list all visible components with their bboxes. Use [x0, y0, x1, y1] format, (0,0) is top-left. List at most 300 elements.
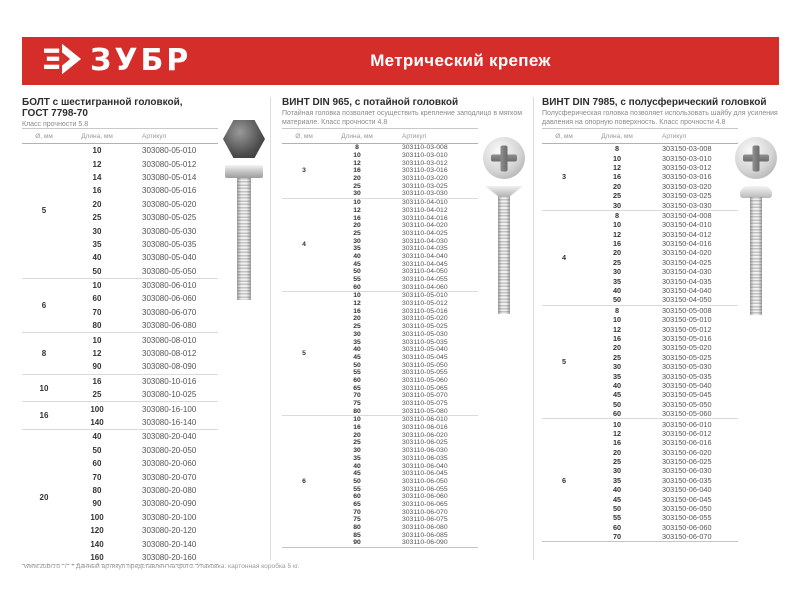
- diameter-group: [282, 415, 478, 547]
- article-cell: 303110-05-080: [402, 407, 448, 415]
- length-cell: 55: [353, 369, 361, 377]
- table-row: [66, 198, 218, 211]
- article-cell: 303150-06-012: [662, 428, 712, 438]
- diameter-group: [542, 418, 738, 541]
- footer-note: * Данный артикул представлен на фото. Упаковка: картонная коробка 5 кг.: [71, 563, 300, 570]
- table-row: [326, 524, 478, 532]
- table-row: [66, 524, 218, 537]
- article-cell: 303110-03-008: [402, 144, 448, 152]
- length-cell: 45: [353, 260, 361, 268]
- length-cell: 16: [612, 172, 622, 182]
- screw-head-top-photo: [735, 137, 777, 179]
- article-cell: 303080-20-040: [142, 432, 197, 442]
- article-cell: 303110-06-035: [402, 454, 448, 462]
- length-cell: 30: [353, 237, 361, 245]
- length-cell: 60: [612, 522, 622, 532]
- article-cell: 303110-06-040: [402, 462, 448, 470]
- table-row: [326, 369, 478, 377]
- diameter-group: [22, 374, 218, 402]
- diameter-cell: 5: [41, 206, 47, 216]
- article-cell: 303110-06-085: [402, 531, 448, 539]
- table-meta: [542, 97, 782, 128]
- table-row: [586, 429, 738, 438]
- article-cell: 303110-06-075: [402, 516, 448, 524]
- diameter-cell: 6: [302, 477, 306, 485]
- article-cell: 303150-03-012: [662, 162, 712, 172]
- column-header-article: Артикул: [142, 132, 167, 140]
- article-cell: 303150-05-050: [662, 399, 712, 409]
- article-cell: 303110-03-012: [402, 159, 448, 167]
- article-cell: 303150-04-016: [662, 239, 712, 249]
- article-cell: 303150-06-050: [662, 504, 712, 514]
- table-row: [586, 448, 738, 457]
- article-cell: 303110-05-035: [402, 338, 448, 346]
- article-cell: 303110-03-020: [402, 175, 448, 183]
- length-cell: 30: [612, 200, 622, 210]
- table-row: [326, 361, 478, 369]
- table-row: [66, 184, 218, 197]
- length-cell: 140: [90, 418, 104, 427]
- article-cell: 303110-04-045: [402, 260, 448, 268]
- length-cell: 25: [92, 213, 102, 223]
- article-cell: 303080-05-050: [142, 266, 197, 276]
- table-title-line: ВИНТ DIN 965, с потайной головкой: [282, 97, 459, 108]
- article-cell: 303150-06-070: [662, 532, 712, 542]
- table-row: [326, 485, 478, 493]
- table-header-row: [22, 128, 218, 144]
- table-row: [326, 323, 478, 331]
- table-row: [66, 402, 218, 415]
- table-row: [586, 220, 738, 229]
- table-row: [326, 300, 478, 308]
- length-cell: 16: [353, 167, 361, 175]
- table-row: [586, 200, 738, 209]
- table-row: [66, 238, 218, 251]
- diameter-cell: 20: [39, 492, 49, 502]
- table-row: [66, 292, 218, 305]
- table-row: [326, 331, 478, 339]
- table-row: [586, 343, 738, 352]
- length-cell: 16: [612, 334, 622, 343]
- table-title-line: БОЛТ с шестигранной головкой,: [22, 97, 183, 108]
- diameter-group: [542, 210, 738, 305]
- length-cell: 20: [612, 248, 622, 258]
- diameter-cell: 6: [41, 301, 47, 311]
- article-cell: 303110-05-010: [402, 292, 448, 300]
- article-cell: 303110-05-040: [402, 346, 448, 354]
- table-title: [542, 97, 782, 108]
- table-row: [66, 360, 218, 373]
- table-row: [66, 444, 218, 457]
- table-row: [66, 347, 218, 360]
- table-row: [66, 211, 218, 224]
- length-cell: 12: [92, 159, 102, 169]
- screw-side-photo: [485, 186, 523, 314]
- length-cell: 12: [353, 159, 361, 167]
- table-row: [586, 476, 738, 485]
- article-cell: 303110-04-055: [402, 276, 448, 284]
- table-row: [326, 190, 478, 198]
- table-row: [326, 292, 478, 300]
- brand-arrow-icon: [44, 42, 82, 81]
- article-cell: 303150-05-060: [662, 409, 712, 419]
- table-row: [326, 283, 478, 291]
- column-header-article: Артикул: [402, 132, 427, 140]
- table-row: [586, 362, 738, 371]
- table-title: [282, 97, 530, 108]
- length-cell: 25: [92, 390, 102, 400]
- table-row: [326, 455, 478, 463]
- length-cell: 60: [92, 459, 102, 469]
- length-cell: 25: [612, 257, 622, 267]
- table-title-line: ВИНТ DIN 7985, с полусферический головкой: [542, 97, 767, 108]
- length-cell: 100: [90, 404, 104, 414]
- table-row: [326, 478, 478, 486]
- article-cell: 303110-04-016: [402, 214, 448, 222]
- length-cell: 10: [612, 220, 622, 230]
- article-cell: 303150-06-035: [662, 475, 712, 485]
- brand-name: ЗУБР: [90, 43, 192, 78]
- diameter-cell: 4: [302, 241, 306, 249]
- length-cell: 30: [353, 190, 361, 198]
- table-row: [66, 375, 218, 388]
- length-cell: 55: [612, 513, 622, 523]
- article-cell: 303110-06-065: [402, 500, 448, 508]
- table-row: [326, 159, 478, 167]
- article-cell: 303150-05-035: [662, 371, 712, 381]
- table-row: [66, 457, 218, 470]
- article-cell: 303150-06-025: [662, 457, 712, 467]
- length-cell: 10: [353, 416, 361, 424]
- length-cell: 75: [353, 516, 361, 524]
- table-row: [326, 346, 478, 354]
- article-cell: 303150-04-012: [662, 229, 712, 239]
- article-cell: 303150-04-035: [662, 276, 712, 286]
- length-cell: 30: [612, 362, 622, 372]
- length-cell: 25: [353, 182, 361, 190]
- length-cell: 80: [92, 321, 102, 331]
- article-cell: 303110-05-016: [402, 307, 448, 315]
- article-cell: 303150-06-030: [662, 466, 712, 476]
- diameter-cell: 5: [561, 357, 567, 367]
- diameter-cell: 16: [39, 411, 49, 421]
- table-row: [326, 462, 478, 470]
- length-cell: 80: [92, 485, 102, 495]
- diameter-group: [542, 144, 738, 210]
- table-row: [326, 377, 478, 385]
- table-row: [586, 286, 738, 295]
- table-row: [586, 494, 738, 503]
- hex-bolt-photo: [218, 120, 270, 300]
- table-row: [326, 439, 478, 447]
- table-title: [22, 97, 270, 119]
- article-cell: 303150-05-030: [662, 362, 712, 372]
- header-banner: [22, 37, 779, 85]
- article-cell: 303110-04-040: [402, 252, 448, 260]
- article-cell: 303110-06-050: [402, 477, 448, 485]
- article-cell: 303110-05-065: [402, 384, 448, 392]
- table-row: [326, 307, 478, 315]
- column-header-diameter: Ø, мм: [295, 132, 313, 140]
- table-bolt-hex-head: [22, 97, 270, 565]
- length-cell: 70: [92, 472, 102, 482]
- article-cell: 303110-06-030: [402, 447, 448, 455]
- table-row: [586, 295, 738, 304]
- length-cell: 40: [92, 432, 102, 442]
- table-row: [326, 152, 478, 160]
- brand-logo: [44, 42, 191, 81]
- article-cell: 303080-05-012: [142, 159, 197, 169]
- table-row: [326, 384, 478, 392]
- diameter-group: [22, 332, 218, 373]
- length-cell: 30: [92, 226, 102, 236]
- article-cell: 303110-04-050: [402, 268, 448, 276]
- table-row: [586, 532, 738, 541]
- diameter-group: [282, 144, 478, 198]
- length-cell: 40: [92, 253, 102, 263]
- diameter-cell: 10: [39, 383, 49, 393]
- table-row: [66, 144, 218, 157]
- article-cell: 303150-05-016: [662, 334, 712, 343]
- table-row: [66, 265, 218, 278]
- article-cell: 303080-20-060: [142, 459, 197, 469]
- article-cell: 303080-20-160: [142, 552, 197, 562]
- table-title-line: ГОСТ 7798-70: [22, 108, 88, 119]
- table-row: [66, 171, 218, 184]
- length-cell: 80: [353, 407, 361, 415]
- length-cell: 20: [353, 222, 361, 230]
- length-cell: 50: [92, 445, 102, 455]
- table-row: [586, 172, 738, 181]
- table-row: [326, 167, 478, 175]
- article-cell: 303110-04-025: [402, 229, 448, 237]
- article-cell: 303080-05-030: [142, 226, 197, 236]
- column-header-length: Длина, мм: [81, 132, 113, 140]
- article-cell: 303080-05-035: [142, 239, 197, 249]
- table-row: [326, 214, 478, 222]
- length-cell: 12: [612, 229, 622, 239]
- table-row: [66, 279, 218, 292]
- length-cell: 80: [353, 524, 361, 532]
- length-cell: 65: [353, 500, 361, 508]
- table-body: [282, 144, 478, 548]
- length-cell: 8: [614, 210, 620, 220]
- table-row: [326, 245, 478, 253]
- table-row: [66, 388, 218, 401]
- article-cell: 303150-03-025: [662, 191, 712, 201]
- table-row: [66, 497, 218, 510]
- length-cell: 45: [612, 494, 622, 504]
- length-cell: 75: [353, 400, 361, 408]
- article-cell: 303110-03-030: [402, 190, 448, 198]
- article-cell: 303110-06-016: [402, 424, 448, 432]
- table-row: [586, 390, 738, 399]
- table-row: [326, 539, 478, 547]
- table-description: Класс прочности 5.8: [22, 121, 89, 128]
- article-cell: 303080-16-100: [142, 404, 197, 414]
- length-cell: 40: [353, 252, 361, 260]
- length-cell: 40: [612, 286, 622, 296]
- article-cell: 303080-08-090: [142, 362, 197, 372]
- length-cell: 16: [353, 214, 361, 222]
- length-cell: 60: [353, 493, 361, 501]
- table-row: [586, 485, 738, 494]
- bolt-head-top-photo: [223, 120, 265, 158]
- article-cell: 303110-06-020: [402, 431, 448, 439]
- length-cell: 60: [353, 376, 361, 384]
- length-cell: 12: [92, 349, 102, 359]
- screw-head-top-photo: [483, 137, 525, 179]
- table-description: Потайная головка позволяет осуществить крепление заподлицо в мягком материале. Класс прочности 4.8: [282, 110, 523, 126]
- length-cell: 35: [353, 338, 361, 346]
- diameter-group: [22, 144, 218, 278]
- length-cell: 35: [353, 245, 361, 253]
- table-row: [586, 163, 738, 172]
- length-cell: 85: [353, 531, 361, 539]
- table-row: [326, 199, 478, 207]
- article-cell: 303080-20-050: [142, 445, 197, 455]
- article-cell: 303150-04-008: [662, 210, 712, 220]
- table-row: [326, 447, 478, 455]
- length-cell: 25: [612, 191, 622, 201]
- length-cell: 10: [353, 152, 361, 160]
- table-row: [326, 338, 478, 346]
- table-screw-din7985: [542, 97, 782, 542]
- table-row: [326, 354, 478, 362]
- length-cell: 55: [353, 485, 361, 493]
- table-row: [586, 248, 738, 257]
- article-cell: 303150-04-030: [662, 267, 712, 277]
- column-header-diameter: Ø, мм: [35, 132, 53, 140]
- table-row: [586, 324, 738, 333]
- article-cell: 303080-06-070: [142, 307, 197, 317]
- length-cell: 16: [353, 307, 361, 315]
- article-cell: 303110-03-010: [402, 152, 448, 160]
- length-cell: 70: [353, 392, 361, 400]
- table-row: [326, 424, 478, 432]
- article-cell: 303150-05-045: [662, 390, 712, 400]
- length-cell: 25: [353, 323, 361, 331]
- table-row: [326, 407, 478, 415]
- length-cell: 10: [612, 153, 622, 163]
- article-cell: 303110-06-080: [402, 524, 448, 532]
- table-row: [586, 276, 738, 285]
- table-row: [326, 230, 478, 238]
- article-cell: 303080-06-010: [142, 281, 197, 291]
- article-cell: 303150-05-020: [662, 343, 712, 353]
- table-row: [326, 207, 478, 215]
- length-cell: 50: [353, 268, 361, 276]
- table-row: [326, 260, 478, 268]
- article-cell: 303080-20-140: [142, 539, 197, 549]
- table-row: [326, 501, 478, 509]
- table-row: [586, 438, 738, 447]
- length-cell: 8: [355, 144, 359, 152]
- article-cell: 303150-03-008: [662, 144, 712, 154]
- length-cell: 16: [92, 186, 102, 196]
- site-url: www.zubr.ru: [24, 563, 60, 570]
- article-cell: 303080-05-020: [142, 199, 197, 209]
- length-cell: 90: [353, 539, 361, 547]
- article-cell: 303110-05-025: [402, 323, 448, 331]
- length-cell: 20: [612, 447, 622, 457]
- length-cell: 16: [612, 239, 622, 249]
- length-cell: 50: [353, 477, 361, 485]
- diameter-group: [282, 198, 478, 291]
- screw-side-photo: [740, 186, 772, 315]
- length-cell: 25: [612, 457, 622, 467]
- length-cell: 10: [353, 199, 361, 207]
- length-cell: 120: [90, 526, 104, 536]
- table-row: [586, 153, 738, 162]
- article-cell: 303150-06-060: [662, 522, 712, 532]
- table-row: [586, 334, 738, 343]
- length-cell: 60: [612, 409, 622, 419]
- length-cell: 50: [612, 504, 622, 514]
- length-cell: 160: [90, 552, 104, 562]
- table-screw-din965: [282, 97, 530, 548]
- article-cell: 303080-05-016: [142, 186, 197, 196]
- countersunk-screw-photo: [478, 137, 530, 314]
- table-row: [326, 508, 478, 516]
- length-cell: 25: [612, 352, 622, 362]
- phillips-cross-icon: [743, 155, 769, 162]
- table-row: [326, 315, 478, 323]
- length-cell: 10: [612, 315, 622, 325]
- column-divider: [270, 97, 271, 560]
- table-description: Полусферическая головка позволяет использовать шайбу для усиления давления на опорную поверхность. Класс прочности 4.8: [542, 110, 778, 126]
- length-cell: 50: [353, 361, 361, 369]
- table-row: [586, 353, 738, 362]
- length-cell: 60: [353, 283, 361, 291]
- length-cell: 14: [92, 172, 102, 182]
- length-cell: 45: [353, 353, 361, 361]
- table-row: [326, 516, 478, 524]
- table-row: [326, 182, 478, 190]
- article-cell: 303150-03-010: [662, 153, 712, 163]
- table-row: [586, 144, 738, 153]
- column-header-length: Длина, мм: [601, 132, 633, 140]
- table-row: [326, 175, 478, 183]
- length-cell: 10: [92, 146, 102, 156]
- length-cell: 100: [90, 512, 104, 522]
- article-cell: 303110-06-055: [402, 485, 448, 493]
- table-row: [66, 511, 218, 524]
- article-cell: 303150-06-016: [662, 438, 712, 448]
- length-cell: 10: [612, 419, 622, 429]
- table-row: [66, 251, 218, 264]
- article-cell: 303110-06-060: [402, 493, 448, 501]
- article-cell: 303080-05-025: [142, 213, 197, 223]
- table-header-row: [542, 128, 738, 144]
- table-row: [586, 419, 738, 428]
- length-cell: 140: [90, 539, 104, 549]
- table-row: [326, 392, 478, 400]
- article-cell: 303150-05-025: [662, 352, 712, 362]
- length-cell: 25: [353, 229, 361, 237]
- table-meta: [282, 97, 530, 128]
- length-cell: 70: [353, 508, 361, 516]
- article-cell: 303110-04-060: [402, 283, 448, 291]
- article-cell: 303110-03-016: [402, 167, 448, 175]
- article-cell: 303080-16-140: [142, 418, 197, 427]
- length-cell: 16: [353, 424, 361, 432]
- column-header-length: Длина, мм: [341, 132, 373, 140]
- length-cell: 20: [353, 315, 361, 323]
- length-cell: 40: [353, 346, 361, 354]
- length-cell: 50: [92, 266, 102, 276]
- length-cell: 50: [612, 295, 622, 305]
